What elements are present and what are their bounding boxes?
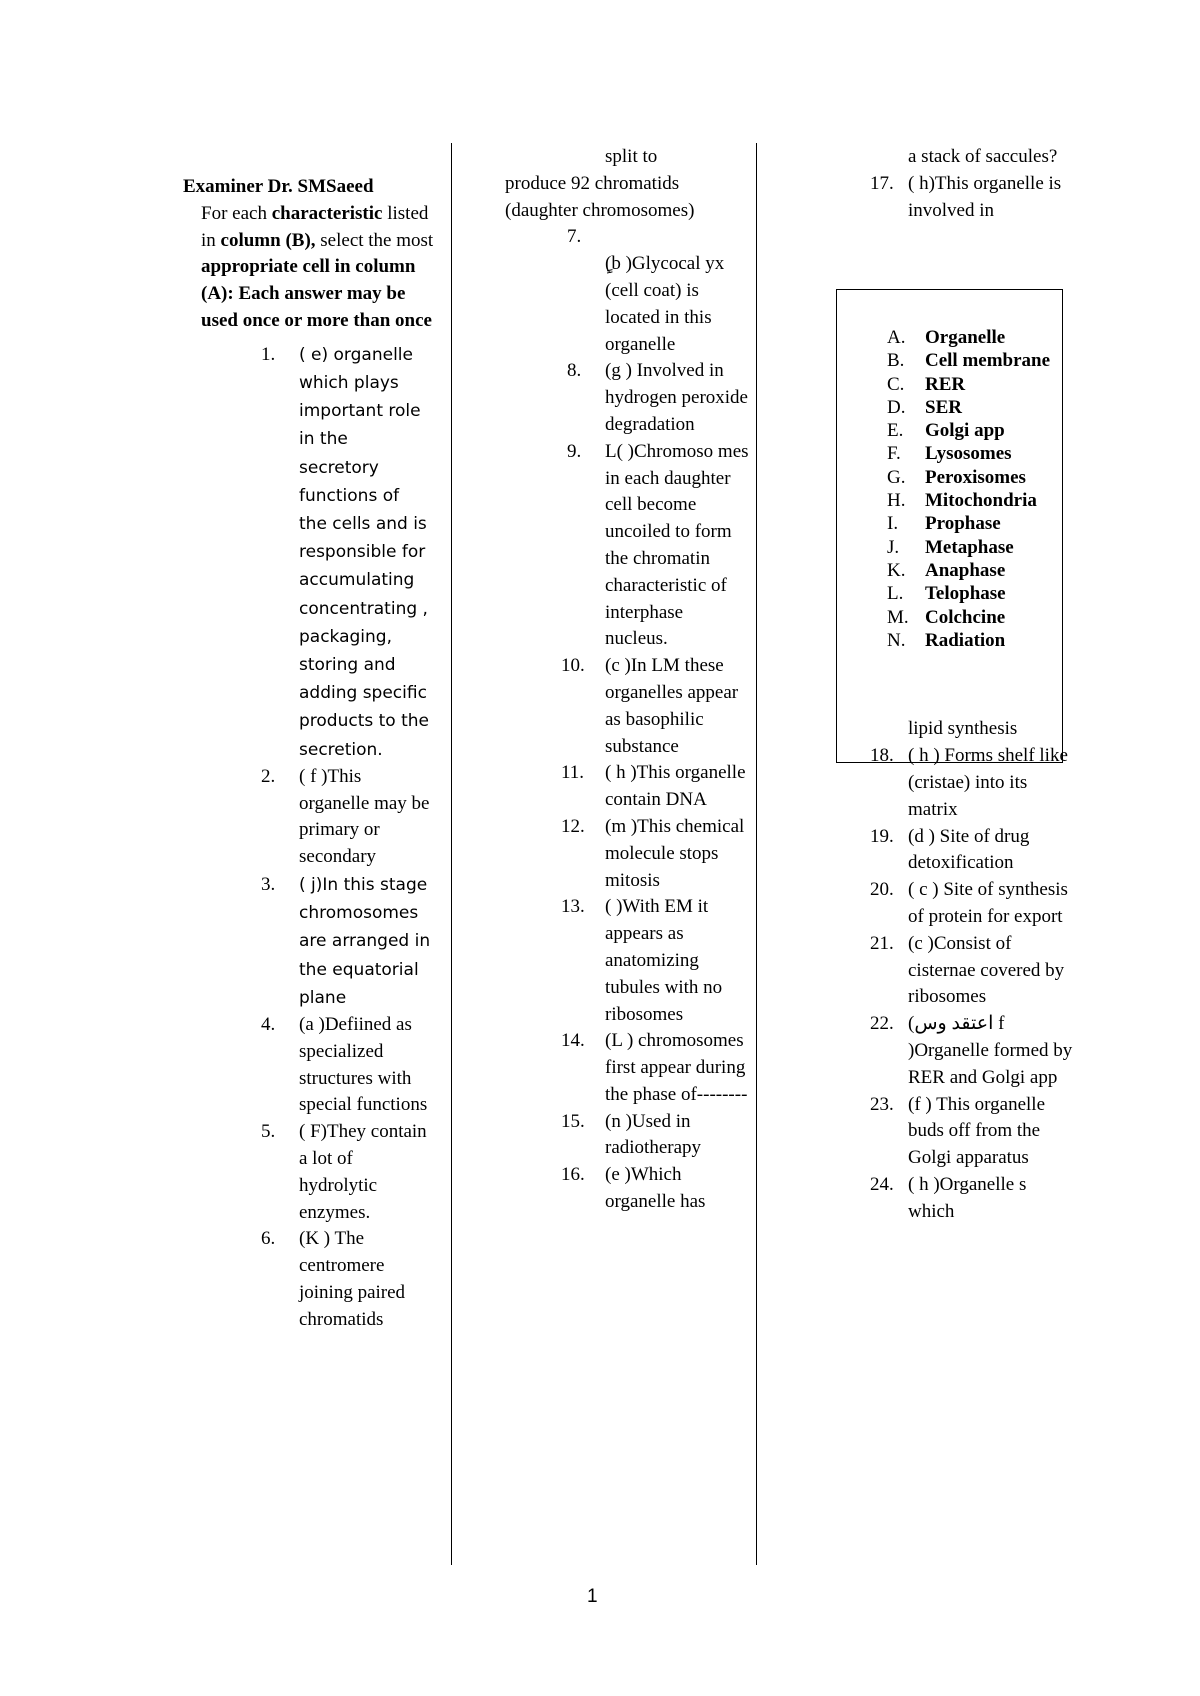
- column-a-item: F. Lysosomes: [887, 443, 1012, 465]
- question-item: 11. ( h )This organelle contain DNA: [561, 762, 746, 811]
- question-continuation: a stack of saccules?: [908, 146, 1058, 167]
- question-list: [870, 743, 1075, 1225]
- question-item: 5. ( F)They contain a lot of hydrolytic enzymes.: [261, 1121, 427, 1223]
- question-item: 19. (d ) Site of drug detoxification: [870, 825, 1030, 874]
- question-item: 6. (K ) The centromere joining paired chromatids: [261, 1228, 406, 1330]
- column-a-item: L. Telophase: [887, 583, 1006, 605]
- question-item: 4. (a )Defiined as specialized structures with special functions: [261, 1014, 428, 1116]
- column-one: [183, 144, 445, 1334]
- column-a-item: B. Cell membrane: [887, 350, 1051, 372]
- column-a-item: J. Metaphase: [887, 536, 1014, 558]
- question-item: 12. (m )This chemical molecule stops mitosis: [561, 815, 745, 891]
- examiner-name: Examiner Dr. SMSaeed: [183, 176, 374, 197]
- column-a-item: G. Peroxisomes: [887, 466, 1026, 488]
- question-item: 3. ( j)In this stage chromosomes are arranged in the equatorial plane: [261, 874, 431, 1008]
- question-continuation: split to produce 92 chromatids (daughter chromosomes): [505, 146, 695, 221]
- column-a-item: H. Mitochondria: [887, 490, 1037, 512]
- column-a-item: A. Organelle: [887, 327, 1006, 348]
- column-a-list: [837, 326, 1062, 652]
- question-item: 22. (اعتقد وس f )Organelle formed by RER and Golgi app: [870, 1013, 1073, 1088]
- column-divider: [756, 143, 757, 1565]
- column-two: [505, 144, 750, 1216]
- instructions: For each characteristic listed in column (B), select the most appropriate cell in column (A): Each answer may be used once or more than once: [201, 202, 434, 331]
- column-a-item: D. SER: [887, 396, 962, 418]
- question-item: 13. ( )With EM it appears as anatomizing tubules with no ribosomes: [561, 896, 723, 1025]
- question-item: 17. ( h)This organelle is involved in: [870, 172, 1062, 221]
- question-item: 2. ( f )This organelle may be primary or secondary: [261, 765, 430, 868]
- question-item: 24. ( h )Organelle s which: [870, 1173, 1027, 1222]
- column-a-item: C. RER: [887, 373, 966, 395]
- question-item: 16. (e )Which organelle has: [561, 1164, 706, 1213]
- question-item: 21. (c )Consist of cisternae covered by ribosomes: [870, 932, 1065, 1008]
- question-item: 23. (f ) This organelle buds off from the Golgi apparatus: [870, 1093, 1046, 1169]
- page-number: 1: [587, 1586, 598, 1607]
- question-continuation: lipid synthesis: [908, 718, 1018, 740]
- column-a-item: K. Anaphase: [887, 559, 1006, 581]
- question-item: 7. ٍ(b )Glycocal yx (cell coat) is located in this organelle: [567, 226, 725, 355]
- column-a-item: N. Radiation: [887, 629, 1006, 651]
- column-a-box: [836, 289, 1063, 763]
- question-list: [261, 341, 431, 1334]
- question-item: 20. ( c ) Site of synthesis of protein for export: [870, 879, 1068, 927]
- question-list: [561, 224, 750, 1215]
- column-a-item: E. Golgi app: [887, 420, 1005, 442]
- question-item: 10. (c )In LM these organelles appear as basophilic substance: [561, 655, 739, 757]
- question-item: 14. (L ) chromosomes first appear during the phase of--------: [561, 1030, 748, 1105]
- column-a-item: M. Colchcine: [887, 606, 1006, 628]
- question-item: 1. ( e) organelle which plays important role in the secretory functions of the cells and is responsible for accumulating concentrating , packaging, storing and adding specific products to the secretion.: [261, 343, 430, 760]
- column-a-item: I. Prophase: [887, 513, 1001, 535]
- question-item: 9. L( )Chromoso mes in each daughter cell become uncoiled to form the chromatin characteristic of interphase nucleus.: [567, 440, 749, 650]
- question-list: [870, 171, 1075, 225]
- question-item: 15. (n )Used in radiotherapy: [561, 1110, 702, 1159]
- column-divider: [451, 143, 452, 1565]
- question-item: 8. (g ) Involved in hydrogen peroxide degradation: [567, 360, 748, 435]
- question-item: 18. ( h ) Forms shelf like (cristae) into its matrix: [870, 745, 1068, 820]
